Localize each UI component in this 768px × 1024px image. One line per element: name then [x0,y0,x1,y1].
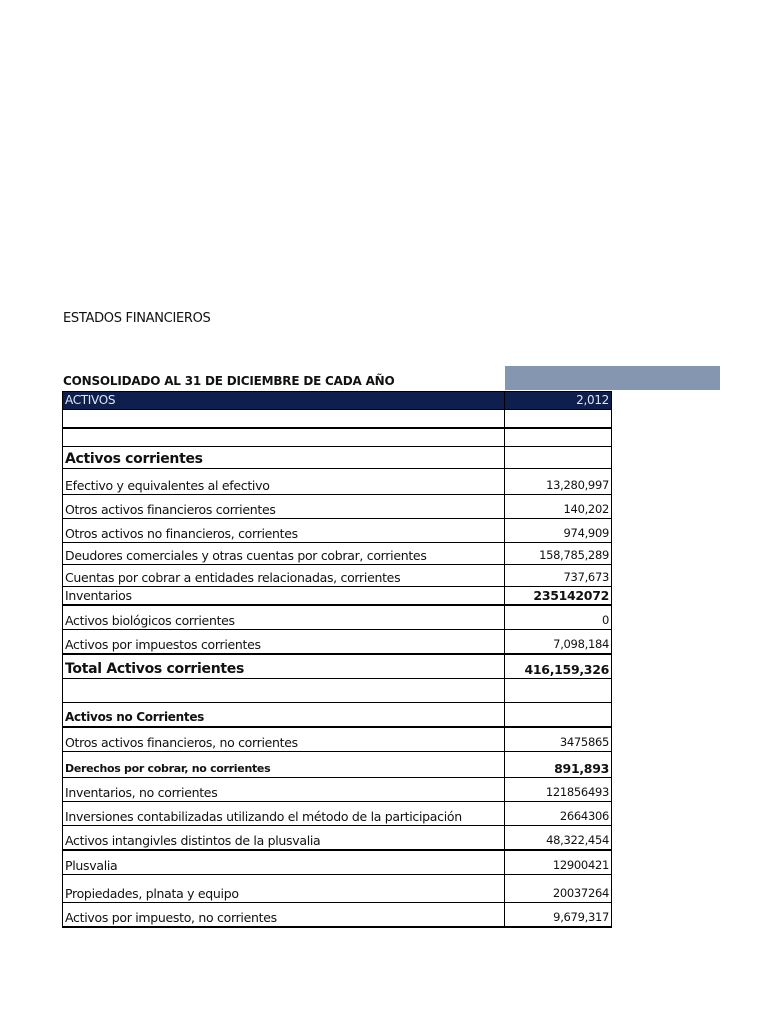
row-value: 737,673 [505,565,612,587]
header-year-cell: 2,012 [505,392,612,410]
row-label: Activos por impuesto, no corrientes [63,903,505,928]
table-row [63,802,612,826]
row-label [63,428,505,447]
row-value: 235142072 [505,587,612,606]
row-label: Inventarios [63,587,505,606]
row-value: 891,893 [505,752,612,778]
row-label: Plusvalia [63,850,505,875]
row-label: Derechos por cobrar, no corrientes [63,752,505,778]
row-value: 140,202 [505,495,612,519]
table-row [63,587,612,606]
table-row [63,903,612,928]
row-label [63,410,505,429]
document-subtitle: CONSOLIDADO AL 31 DE DICIEMBRE DE CADA AÑO [63,374,395,388]
row-value: 13,280,997 [505,469,612,495]
row-value [505,703,612,728]
row-value: 3475865 [505,727,612,752]
row-label: Otros activos no financieros, corrientes [63,519,505,543]
table-row [63,850,612,875]
document-title: ESTADOS FINANCIEROS [63,311,211,326]
row-value: 9,679,317 [505,903,612,928]
row-label: Activos biológicos corrientes [63,605,505,630]
table-row [63,630,612,655]
row-label: Inversiones contabilizadas utilizando el método de la participación [63,802,505,826]
section-heading-current-assets: Activos corrientes [63,447,505,469]
table-row [63,752,612,778]
table-row [63,826,612,851]
row-value: 974,909 [505,519,612,543]
table-row [63,447,612,469]
row-label: Deudores comerciales y otras cuentas por cobrar, corrientes [63,543,505,565]
header-label-cell: ACTIVOS [63,392,505,410]
row-label: Otros activos financieros, no corrientes [63,727,505,752]
row-label: Otros activos financieros corrientes [63,495,505,519]
table-row [63,428,612,447]
row-label: Cuentas por cobrar a entidades relacionadas, corrientes [63,565,505,587]
table-row [63,679,612,703]
table-row [63,565,612,587]
row-label: Activos por impuestos corrientes [63,630,505,655]
row-value: 12900421 [505,850,612,875]
total-current-assets-value: 416,159,326 [505,654,612,679]
row-value: 0 [505,605,612,630]
table-row [63,495,612,519]
table-row [63,543,612,565]
row-value [505,428,612,447]
table-row [63,778,612,802]
table-row [63,410,612,429]
table-row [63,469,612,495]
row-value: 2664306 [505,802,612,826]
row-value [505,410,612,429]
section-heading-noncurrent-assets: Activos no Corrientes [63,703,505,728]
row-label: Activos intangivles distintos de la plusvalia [63,826,505,851]
row-value [505,679,612,703]
row-value: 20037264 [505,875,612,903]
year-header-swatch [505,366,720,390]
row-value: 158,785,289 [505,543,612,565]
table-row [63,605,612,630]
row-label: Inventarios, no corrientes [63,778,505,802]
balance-sheet-table [62,391,612,928]
table-header-row [63,392,612,410]
row-value: 7,098,184 [505,630,612,655]
total-current-assets-label: Total Activos corrientes [63,654,505,679]
table-row-total [63,654,612,679]
table-row [63,727,612,752]
table-row [63,703,612,728]
row-label [63,679,505,703]
row-label: Efectivo y equivalentes al efectivo [63,469,505,495]
row-value [505,447,612,469]
table-row [63,519,612,543]
row-value: 48,322,454 [505,826,612,851]
row-label: Propiedades, plnata y equipo [63,875,505,903]
row-value: 121856493 [505,778,612,802]
table-row [63,875,612,903]
